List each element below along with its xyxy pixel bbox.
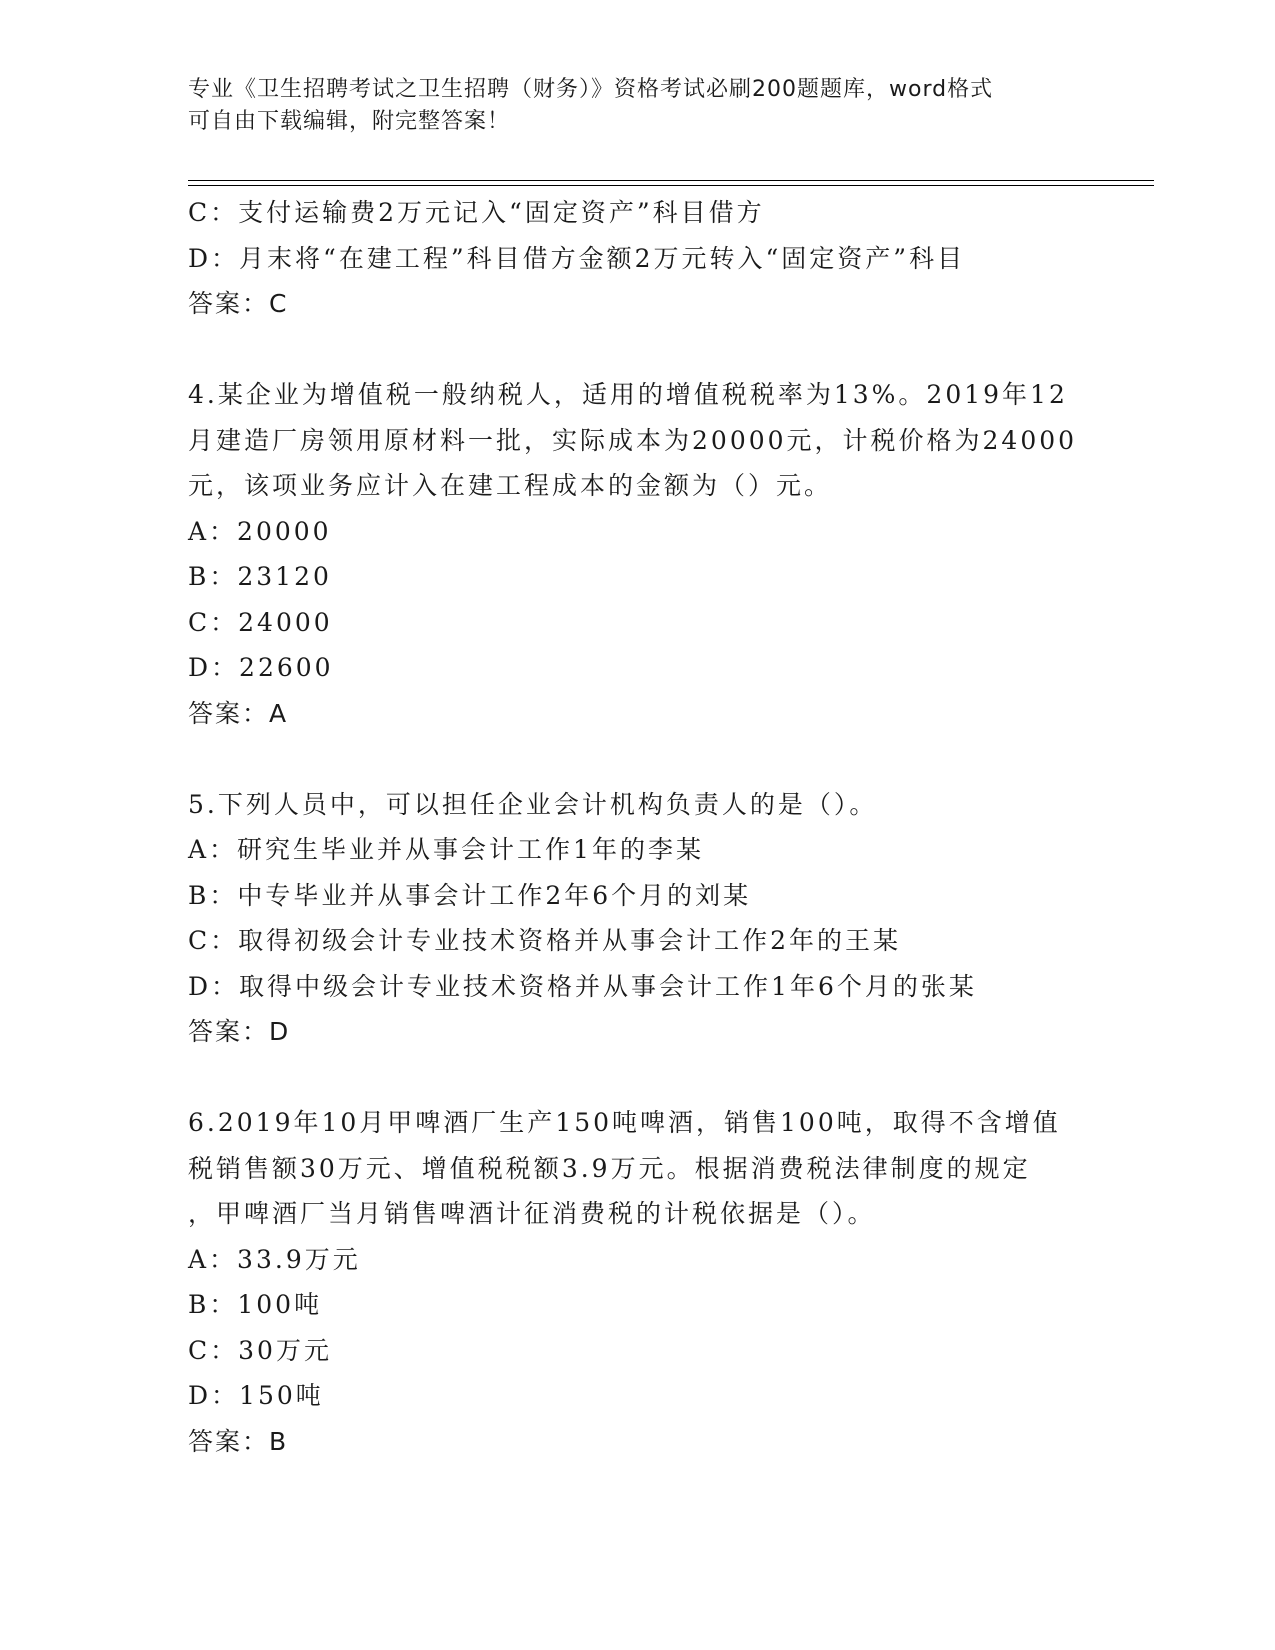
option-d: D：取得中级会计专业技术资格并从事会计工作1年6个月的张某 [188,971,977,1001]
answer-line: 答案：A [188,698,289,728]
option-a: A：研究生毕业并从事会计工作1年的李某 [188,835,704,864]
question-5 [188,782,1088,1055]
answer-line: 答案：C [188,289,289,318]
question-4 [188,372,1088,736]
option-b: B：中专毕业并从事会计工作2年6个月的刘某 [188,880,752,910]
question-6 [188,1100,1088,1464]
option-d: D：月末将“在建工程”科目借方金额2万元转入“固定资产”科目 [188,243,966,273]
question-text-line: 月建造厂房领用原材料一批，实际成本为20000元，计税价格为24000 [188,425,1078,455]
answer-line: 答案：D [188,1017,291,1046]
question-text-line: 5.下列人员中，可以担任企业会计机构负责人的是（）。 [188,789,878,819]
answer-line: 答案：B [188,1426,289,1456]
question-text-line: 4.某企业为增值税一般纳税人，适用的增值税税率为13%。2019年12 [188,380,1068,409]
option-d: D：22600 [188,653,334,682]
spacer [188,327,1088,373]
header-rule-top [188,180,1154,181]
spacer [188,1055,1088,1101]
option-c: C：取得初级会计专业技术资格并从事会计工作2年的王某 [188,926,902,955]
question-text-line: ，甲啤酒厂当月销售啤酒计征消费税的计税依据是（）。 [188,1199,876,1228]
question-3 [188,190,1088,327]
question-text-line: 6.2019年10月甲啤酒厂生产150吨啤酒，销售100吨，取得不含增值 [188,1108,1061,1137]
header-line-1: 专业《卫生招聘考试之卫生招聘（财务）》资格考试必刷200题题库，word格式 [188,77,994,102]
header-rule-bottom [188,185,1154,186]
option-c: C：支付运输费2万元记入“固定资产”科目借方 [188,198,765,227]
header-line-2: 可自由下载编辑，附完整答案！ [188,109,511,134]
document-header [188,74,1088,138]
question-text-line: 税销售额30万元、增值税税额3.9万元。根据消费税法律制度的规定 [188,1153,1031,1183]
question-text-line: 元，该项业务应计入在建工程成本的金额为（）元。 [188,471,833,500]
option-c: C：24000 [188,607,333,637]
question-content [188,190,1088,1464]
option-a: A：20000 [188,516,332,546]
option-b: B：23120 [188,562,332,591]
option-d: D：150吨 [188,1381,324,1410]
option-c: C：30万元 [188,1335,332,1365]
option-a: A：33.9万元 [188,1244,361,1274]
option-b: B：100吨 [188,1290,323,1319]
spacer [188,736,1088,782]
